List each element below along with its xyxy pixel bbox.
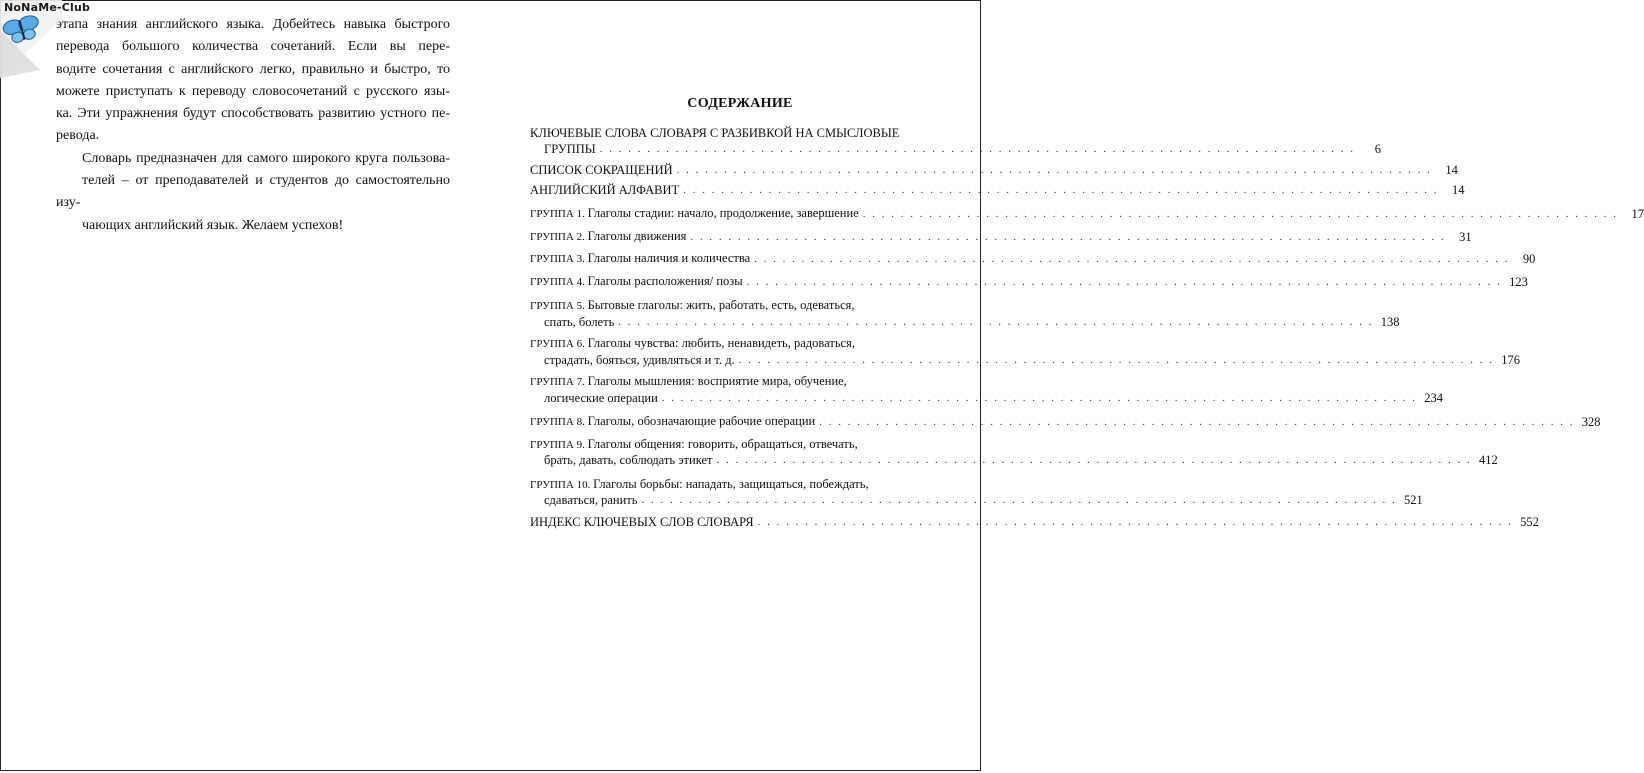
text-line: ка. Эти упражнения будут способствовать развитию устного пе-: [56, 106, 450, 122]
leader-dots: . . . . . . . . . . . . . . . . . . . . . . . . . . . . . . . . . . . . . . . . . . . . . . . . . . . . . . . . . . . . . . . . . . . . . . . . . . . . . . . .: [716, 454, 1472, 466]
watermark-label: NoNaMe-Club: [4, 1, 91, 14]
toc-entry: [530, 228, 1472, 246]
text-line: перевода большого количества сочетаний. Если вы пере-: [56, 39, 450, 55]
table-of-contents: [530, 96, 1644, 533]
toc-page-number: 552: [1520, 514, 1539, 529]
toc-entry-text: ГРУППА 9. Глаголы общения: говорить, обращаться, отвечать,: [530, 436, 858, 451]
toc-entry-text: страдать, бояться, удивляться и т. д.: [544, 352, 735, 367]
toc-page-number: 31: [1459, 229, 1472, 244]
text-line: телей – от преподавателей и студентов до самостоятельно изу-: [56, 173, 450, 211]
toc-row: [530, 163, 1458, 179]
toc-page-number: 176: [1501, 352, 1520, 367]
toc-page-number: 17: [1631, 207, 1644, 221]
toc-entry-text: ГРУППА 8. Глаголы, обозначающие рабочие операции: [530, 414, 816, 428]
toc-entry: [530, 182, 1465, 199]
toc-row: [530, 126, 930, 142]
toc-page-number: 138: [1380, 314, 1400, 329]
toc-row: [530, 437, 930, 454]
toc-entry: [530, 514, 1539, 531]
toc-page-number: 6: [1374, 141, 1381, 156]
toc-group-number: ГРУППА 1.: [530, 208, 588, 220]
leader-dots: . . . . . . . . . . . . . . . . . . . . . . . . . . . . . . . . . . . . . . . . . . . . . . . . . . . . . . . . . . . . . . . . . . . . . . . . . . . . . . . .: [819, 416, 1575, 428]
toc-row: [530, 273, 1528, 291]
toc-entry: [530, 336, 1520, 368]
leader-dots: . . . . . . . . . . . . . . . . . . . . . . . . . . . . . . . . . . . . . . . . . . . . . . . . . . . . . . . . . . . . . . . . . . . . . . . . . . . . . . . .: [661, 391, 1418, 404]
leader-dots: . . . . . . . . . . . . . . . . . . . . . . . . . . . . . . . . . . . . . . . . . . . . . . . . . . . . . . . . . . . . . . . . . . . . . . . . . . . . . . . .: [862, 208, 1618, 220]
toc-entry: [530, 251, 1536, 268]
toc-row: [530, 228, 1472, 246]
leader-dots: . . . . . . . . . . . . . . . . . . . . . . . . . . . . . . . . . . . . . . . . . . . . . . . . . . . . . . . . . . . . . . . . . . . . . . . . . . . . . . . .: [690, 230, 1446, 243]
toc-row: [530, 477, 930, 494]
toc-group-number: ГРУППА 4.: [530, 275, 588, 288]
toc-page-number: 412: [1478, 453, 1498, 467]
leader-dots: . . . . . . . . . . . . . . . . . . . . . . . . . . . . . . . . . . . . . . . . . . . . . . . . . . . . . . . . . . . . . . . . . . . . . . . . . . . . . . . .: [676, 164, 1432, 176]
leader-dots: . . . . . . . . . . . . . . . . . . . . . . . . . . . . . . . . . . . . . . . . . . . . . . . . . . . . . . . . . . . . . . . . . . . . . . . . . . . . . . . .: [757, 515, 1513, 528]
toc-entry-text: ИНДЕКС КЛЮЧЕВЫХ СЛОВ СЛОВАРЯ: [530, 514, 754, 529]
toc-page-number: 328: [1581, 415, 1601, 429]
toc-row: [530, 141, 1381, 158]
paragraph-2: [56, 148, 450, 237]
leader-dots: . . . . . . . . . . . . . . . . . . . . . . . . . . . . . . . . . . . . . . . . . . . . . . . . . . . . . . . . . . . . . . . . . . . . . . . . . . . . . . . .: [618, 315, 1374, 328]
toc-row: [530, 314, 1400, 331]
toc-page-number: 123: [1509, 274, 1528, 289]
toc-entry: [530, 436, 1498, 469]
toc-row: [530, 493, 1423, 509]
toc-entry-text: ГРУППА 1. Глаголы стадии: начало, продолжение, завершение: [530, 206, 859, 220]
toc-row: [530, 182, 1465, 199]
toc-title: СОДЕРЖАНИЕ: [687, 96, 793, 111]
toc-entry-text: спать, болеть: [544, 314, 615, 329]
text-line: водите сочетания с английского легко, правильно и быстро, то: [56, 61, 450, 77]
toc-group-number: ГРУППА 7.: [530, 376, 588, 388]
toc-row: [530, 453, 1498, 469]
toc-entry: [530, 414, 1601, 431]
text-line: ревода.: [56, 128, 100, 144]
leader-dots: . . . . . . . . . . . . . . . . . . . . . . . . . . . . . . . . . . . . . . . . . . . . . . . . . . . . . . . . . . . . . . . . . . . . . . . . . . . . . . . .: [738, 353, 1494, 366]
toc-page-number: 14: [1451, 182, 1465, 197]
text-line: этапа знания английского языка. Добейтесь навыка быстрого: [56, 17, 450, 32]
toc-entry-text: ГРУППА 3. Глаголы наличия и количества: [530, 251, 751, 265]
toc-entry-text: ГРУППЫ: [544, 141, 596, 156]
toc-entry: [530, 206, 1644, 223]
toc-page-number: 14: [1445, 163, 1458, 177]
toc-entry: [530, 273, 1528, 291]
toc-row: [530, 336, 930, 353]
toc-entry-text: ГРУППА 2. Глаголы движения: [530, 228, 687, 243]
toc-row: [530, 251, 1536, 268]
toc-group-number: ГРУППА 6.: [530, 338, 588, 350]
toc-entry-text: АНГЛИЙСКИЙ АЛФАВИТ: [530, 182, 680, 197]
toc-entry-text: ГРУППА 10. Глаголы борьбы: нападать, защищаться, побеждать,: [530, 476, 869, 491]
leader-dots: . . . . . . . . . . . . . . . . . . . . . . . . . . . . . . . . . . . . . . . . . . . . . . . . . . . . . . . . . . . . . . . . . . . . . . . . . . . . . . . .: [754, 253, 1510, 265]
toc-list: [530, 126, 1644, 530]
toc-page-number: 234: [1424, 390, 1444, 405]
toc-entry-text: СПИСОК СОКРАЩЕНИЙ: [530, 163, 673, 177]
toc-row: [530, 514, 1539, 531]
toc-entry-text: ГРУППА 5. Бытовые глаголы: жить, работать, есть, одеваться,: [530, 298, 855, 312]
toc-group-number: ГРУППА 2.: [530, 230, 588, 243]
toc-entry: [530, 298, 1400, 330]
toc-entry-text: ГРУППА 4. Глаголы расположения/ позы: [530, 273, 743, 288]
toc-row: [530, 414, 1601, 431]
toc-group-number: ГРУППА 8.: [530, 416, 588, 428]
toc-row: [530, 390, 1444, 407]
toc-group-number: ГРУППА 9.: [530, 438, 588, 451]
toc-entry-text: ГРУППА 7. Глаголы мышления: восприятие мира, обучение,: [530, 374, 847, 388]
toc-group-number: ГРУППА 10.: [530, 478, 594, 491]
toc-entry: [530, 476, 1423, 509]
toc-entry-text: брать, давать, соблюдать этикет: [544, 453, 713, 467]
toc-page-number: 90: [1522, 252, 1536, 266]
toc-row: [530, 298, 930, 315]
leader-dots: . . . . . . . . . . . . . . . . . . . . . . . . . . . . . . . . . . . . . . . . . . . . . . . . . . . . . . . . . . . . . . . . . . . . . . . . . . . . . . . .: [683, 183, 1439, 196]
toc-group-number: ГРУППА 5.: [530, 300, 588, 312]
paragraph-1: [56, 14, 450, 148]
toc-entry-text: КЛЮЧЕВЫЕ СЛОВА СЛОВАРЯ С РАЗБИВКОЙ НА СМЫСЛОВЫЕ: [530, 126, 900, 140]
toc-entry: [530, 126, 1381, 157]
leader-dots: . . . . . . . . . . . . . . . . . . . . . . . . . . . . . . . . . . . . . . . . . . . . . . . . . . . . . . . . . . . . . . . . . . . . . . . . . . . . . . . .: [599, 142, 1355, 155]
toc-entry: [530, 374, 1444, 406]
toc-entry: [530, 163, 1458, 179]
text-line: Словарь предназначен для самого широкого круга пользова-: [82, 150, 450, 166]
toc-entry-text: ГРУППА 6. Глаголы чувства: любить, ненавидеть, радоваться,: [530, 336, 855, 350]
toc-group-number: ГРУППА 3.: [530, 253, 588, 265]
text-line: можете приступать к переводу словосочетаний с русского язы-: [56, 83, 450, 99]
toc-entry-text: логические операции: [544, 390, 658, 405]
toc-row: [530, 352, 1520, 369]
toc-row: [530, 374, 930, 391]
toc-page-number: 521: [1403, 493, 1423, 507]
left-page-text: [56, 14, 450, 237]
leader-dots: . . . . . . . . . . . . . . . . . . . . . . . . . . . . . . . . . . . . . . . . . . . . . . . . . . . . . . . . . . . . . . . . . . . . . . . . . . . . . . . .: [746, 275, 1502, 288]
leader-dots: . . . . . . . . . . . . . . . . . . . . . . . . . . . . . . . . . . . . . . . . . . . . . . . . . . . . . . . . . . . . . . . . . . . . . . . . . . . . . . . .: [641, 494, 1397, 506]
text-line: чающих английский язык. Желаем успехов!: [82, 217, 344, 233]
toc-row: [530, 206, 1644, 223]
toc-entry-text: сдаваться, ранить: [544, 493, 638, 507]
